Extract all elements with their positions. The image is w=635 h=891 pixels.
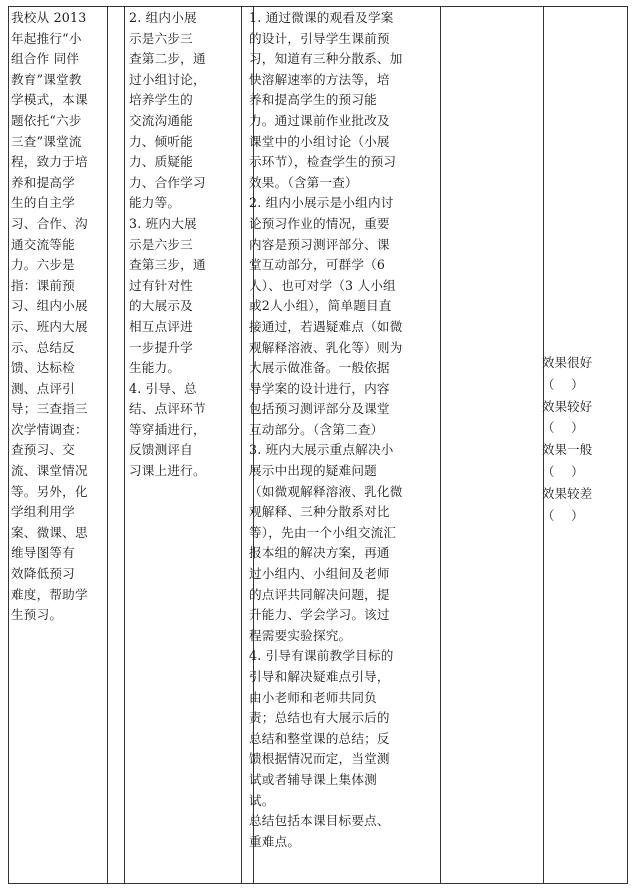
text-line: 等穿插进行， — [129, 421, 206, 437]
text-line: 效果很好 — [542, 355, 593, 370]
text-line: 维导图等有 — [11, 545, 75, 561]
text-line: 题依托“六步 — [11, 112, 82, 128]
text-line: 一步提升学 — [129, 339, 193, 355]
column-divider — [440, 7, 441, 883]
text-line: 力。通过课前作业批改及 — [249, 112, 390, 128]
text-line: （ ） — [542, 376, 584, 392]
text-line: 导；三查指三 — [11, 401, 88, 417]
process-cell — [129, 8, 237, 482]
text-line: 培养学生的 — [129, 92, 193, 108]
text-line: 3. 班内大展示重点解决小 — [249, 442, 394, 458]
text-line: 流、课堂情况 — [11, 463, 88, 479]
text-line: 指：课前预 — [11, 277, 75, 293]
text-line: 过小组内、小组间及老师 — [249, 566, 390, 582]
text-line: 养和提高学 — [11, 174, 75, 190]
text-line: 包括预习测评部分及课堂 — [249, 401, 390, 417]
text-line: 力、倾听能 — [129, 133, 193, 149]
text-line: 互动部分。（含第二查） — [249, 421, 384, 437]
text-line: 力、质疑能 — [129, 154, 193, 170]
effect-rating-cell — [542, 352, 612, 526]
text-line: 1. 通过微课的观看及学案 — [249, 10, 394, 25]
text-line: 效果。（含第一查） — [249, 174, 358, 190]
text-line: 效果较差 — [542, 485, 593, 501]
text-line: 我校从 2013 — [11, 10, 87, 25]
text-line: 结、点评环节 — [129, 401, 206, 417]
text-line: 查预习、交 — [11, 442, 75, 458]
text-line: （如微观解释溶液、乳化微 — [249, 483, 403, 499]
text-line: 报本组的解决方案，再通 — [249, 545, 390, 561]
text-line: 程，致力于培 — [11, 154, 88, 170]
text-line: 查第三步，通 — [129, 257, 206, 273]
text-line: 程需要实验探究。 — [249, 627, 352, 643]
text-line: 示、总结反 — [11, 339, 75, 355]
text-line: 试或者辅导课上集体测 — [249, 771, 377, 787]
text-line: 课堂中的小组讨论（小展 — [249, 133, 390, 149]
text-line: 示是六步三 — [129, 236, 193, 252]
text-line: 次学情调查： — [11, 421, 88, 437]
text-line: 试。 — [249, 792, 275, 808]
text-line: 的设计，引导学生课前预 — [249, 30, 390, 46]
text-line: 年起推行“小 — [11, 30, 82, 46]
text-line: 堂互动部分，可群学（6 — [249, 257, 386, 273]
background-cell — [11, 8, 108, 626]
text-line: 测、点评引 — [11, 380, 75, 396]
column-divider — [241, 7, 242, 883]
text-line: 案、微课、思 — [11, 524, 88, 540]
text-line: 升能力、学会学习。该过 — [249, 607, 390, 623]
text-line: 交流沟通能 — [129, 112, 193, 128]
text-line: （ ） — [542, 420, 584, 436]
text-line: 生的自主学 — [11, 195, 75, 211]
text-line: 示、班内大展 — [11, 318, 88, 334]
text-line: 或2人小组），简单题目直 — [249, 298, 392, 314]
column-divider — [124, 7, 125, 883]
text-line: 4. 引导、总 — [129, 380, 197, 396]
text-line: （ ） — [542, 463, 584, 479]
text-line: 养和提高学生的预习能 — [249, 92, 377, 108]
text-line: （ ） — [542, 507, 584, 523]
text-line: 习，知道有三种分散系、加 — [249, 51, 403, 67]
text-line: 过小组讨论， — [129, 71, 206, 87]
text-line: 效降低预习 — [11, 566, 75, 582]
text-line: 三查”课堂流 — [11, 133, 82, 149]
text-line: 学模式，本课 — [11, 92, 88, 108]
text-line: 习、合作、沟 — [11, 215, 88, 231]
text-line: 组合作 同伴 — [11, 51, 80, 67]
text-line: 引导和解决疑难点引导， — [249, 669, 390, 684]
text-line: 2. 组内小展 — [129, 10, 197, 25]
text-line: 力、合作学习 — [129, 174, 206, 190]
text-line: 大展示做准备。一般依据 — [249, 360, 390, 376]
text-line: 通交流等能 — [11, 236, 75, 252]
text-line: 效果较好 — [542, 398, 593, 414]
text-line: 2. 组内小展示是小组内讨 — [249, 195, 394, 211]
text-line: 的点评共同解决问题，提 — [249, 586, 390, 602]
text-line: 等。另外，化 — [11, 483, 88, 499]
text-line: 4. 引导有课前教学目标的 — [249, 648, 394, 664]
text-line: 教育”课堂教 — [11, 71, 82, 87]
text-line: 接通过，若遇疑难点（如微 — [249, 318, 403, 334]
text-line: 习、组内小展 — [11, 298, 88, 314]
text-line: 馈根据情况而定，当堂测 — [249, 751, 390, 767]
text-line: 人）、也可对学（3 人小组 — [249, 277, 396, 293]
text-line: 3. 班内大展 — [129, 215, 197, 231]
text-line: 反馈测评自 — [129, 442, 193, 458]
text-line: 导学案的设计进行，内容 — [249, 380, 390, 396]
text-line: 快溶解速率的方法等，培 — [249, 71, 390, 87]
implementation-cell — [249, 8, 437, 852]
text-line: 论预习作业的情况，重要 — [249, 215, 390, 231]
text-line: 的大展示及 — [129, 298, 193, 314]
text-line: 能力等。 — [129, 195, 181, 211]
text-line: 重难点。 — [249, 833, 301, 849]
text-line: 展示中出现的疑难问题 — [249, 463, 377, 479]
text-line: 难度，帮助学 — [11, 586, 88, 602]
text-line: 由小老师和老师共同负 — [249, 689, 377, 705]
text-line: 过有针对性 — [129, 277, 193, 293]
text-line: 生预习。 — [11, 607, 63, 623]
text-line: 相互点评进 — [129, 318, 193, 334]
text-line: 查第二步，通 — [129, 51, 206, 67]
text-line: 内容是预习测评部分、课 — [249, 236, 390, 252]
text-line: 馈、达标检 — [11, 360, 75, 376]
text-line: 效果一般 — [542, 442, 593, 458]
text-line: 观解释、三种分散系对比 — [249, 504, 390, 520]
text-line: 学组利用学 — [11, 504, 75, 520]
text-line: 示是六步三 — [129, 30, 193, 46]
text-line: 责；总结也有大展示后的 — [249, 710, 390, 726]
text-line: 生能力。 — [129, 360, 181, 376]
text-line: 示环节），检查学生的预习 — [249, 154, 397, 170]
text-line: 总结和整堂课的总结；反 — [249, 730, 390, 746]
text-line: 观解释溶液、乳化等）则为 — [249, 339, 403, 355]
text-line: 力。六步是 — [11, 257, 75, 273]
text-line: 习课上进行。 — [129, 463, 206, 479]
text-line: 总结包括本课目标要点、 — [249, 813, 390, 829]
text-line: 等），先由一个小组交流汇 — [249, 524, 397, 540]
